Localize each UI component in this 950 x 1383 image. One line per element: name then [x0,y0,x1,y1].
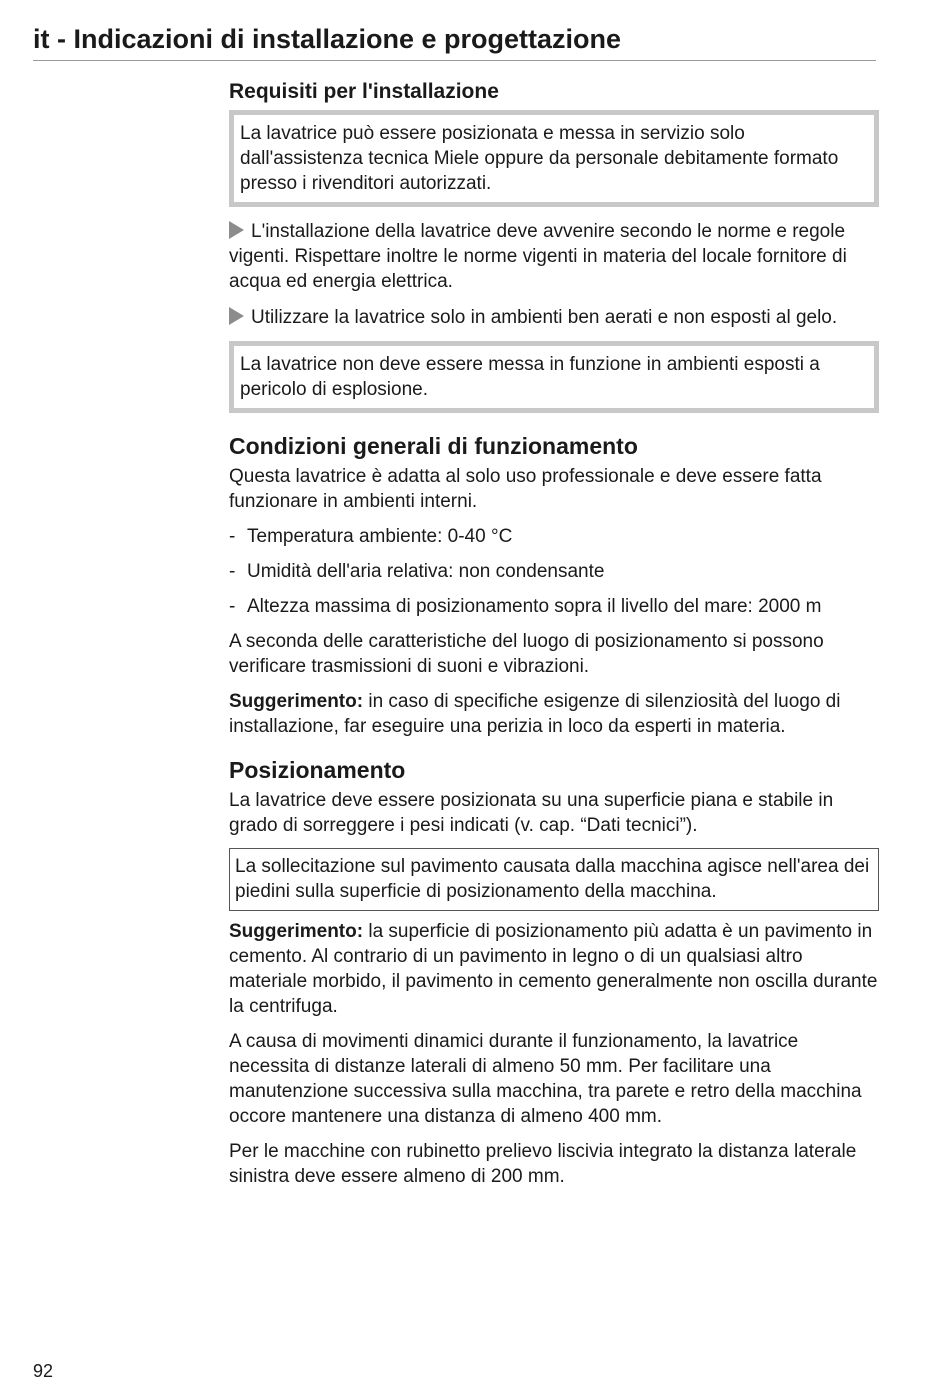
tip-text: in caso di specifiche esigenze di silenziosità del luogo di installazione, far eseguire una perizia in loco da esperti in materia. [229,691,841,737]
note-box-esplosione [229,341,879,413]
list-item: - Umidità dell'aria relativa: non condensante [229,561,605,582]
page-header [33,22,876,61]
bullet-item-norme [229,219,879,294]
section-posizionamento [229,755,879,1189]
bullet-text-norme: L'installazione della lavatrice deve avvenire secondo le norme e regole vigenti. Rispettare inoltre le norme vigenti in materia del locale fornitore di acqua ed energia elettrica. [229,221,847,292]
page-title: it - Indicazioni di installazione e progettazione [33,24,622,54]
heading-requisiti: Requisiti per l'installazione [229,80,499,103]
list-item: - Temperatura ambiente: 0-40 °C [229,526,513,547]
condizioni-para2: A seconda delle caratteristiche del luogo di posizionamento si possono verificare trasmissioni di suoni e vibrazioni. [229,631,824,677]
list-dash: - [229,596,236,617]
posizionamento-intro: La lavatrice deve essere posizionata su una superficie piana e stabile in grado di sorreggere i pesi indicati (v. cap. “Dati tecnici”). [229,790,834,836]
condizioni-list [229,524,879,619]
play-arrow-icon [229,221,244,239]
tip-label: Suggerimento: [229,691,364,712]
bullet-item-ambienti [229,305,879,330]
bullet-text-ambienti: Utilizzare la lavatrice solo in ambienti ben aerati e non esposti al gelo. [251,307,838,328]
play-arrow-icon [229,307,244,325]
heading-posizionamento: Posizionamento [229,757,406,783]
section-requisiti [229,78,879,413]
section-condizioni [229,431,879,739]
note-text-service: La lavatrice può essere posizionata e messa in servizio solo dall'assistenza tecnica Miele oppure da personale debitamente formato presso i rivenditori autorizzati. [240,123,839,194]
posizionamento-tip [229,919,879,1019]
tip-text: la superficie di posizionamento più adatta è un pavimento in cemento. Al contrario di un pavimento in legno o di un qualsiasi altro materiale morbido, il pavimento in cemento generalmente non oscilla durante la centrifuga. [229,921,878,1017]
list-item: - Altezza massima di posizionamento sopra il livello del mare: 2000 m [229,596,822,617]
condizioni-intro: Questa lavatrice è adatta al solo uso professionale e deve essere fatta funzionare in ambienti interni. [229,466,822,512]
note-text-esplosione: La lavatrice non deve essere messa in funzione in ambienti esposti a pericolo di esplosione. [240,354,820,400]
note-box-sollecitazione [229,848,879,911]
heading-condizioni: Condizioni generali di funzionamento [229,433,638,459]
main-content [229,78,879,1199]
posizionamento-para3: Per le macchine con rubinetto prelievo liscivia integrato la distanza laterale sinistra deve essere almeno di 200 mm. [229,1141,857,1187]
list-dash: - [229,561,236,582]
posizionamento-para2: A causa di movimenti dinamici durante il funzionamento, la lavatrice necessita di distanze laterali di almeno 50 mm. Per facilitare una manutenzione successiva sulla macchina, tra parete e retro della macchina occore mantenere una distanza di almeno 400 mm. [229,1031,862,1127]
list-dash: - [229,526,236,547]
note-box-service [229,110,879,207]
tip-label: Suggerimento: [229,921,364,942]
condizioni-tip [229,689,879,739]
note-text-sollecitazione: La sollecitazione sul pavimento causata dalla macchina agisce nell'area dei piedini sulla superficie di posizionamento della macchina. [235,856,870,902]
page-number: 92 [33,1361,54,1381]
